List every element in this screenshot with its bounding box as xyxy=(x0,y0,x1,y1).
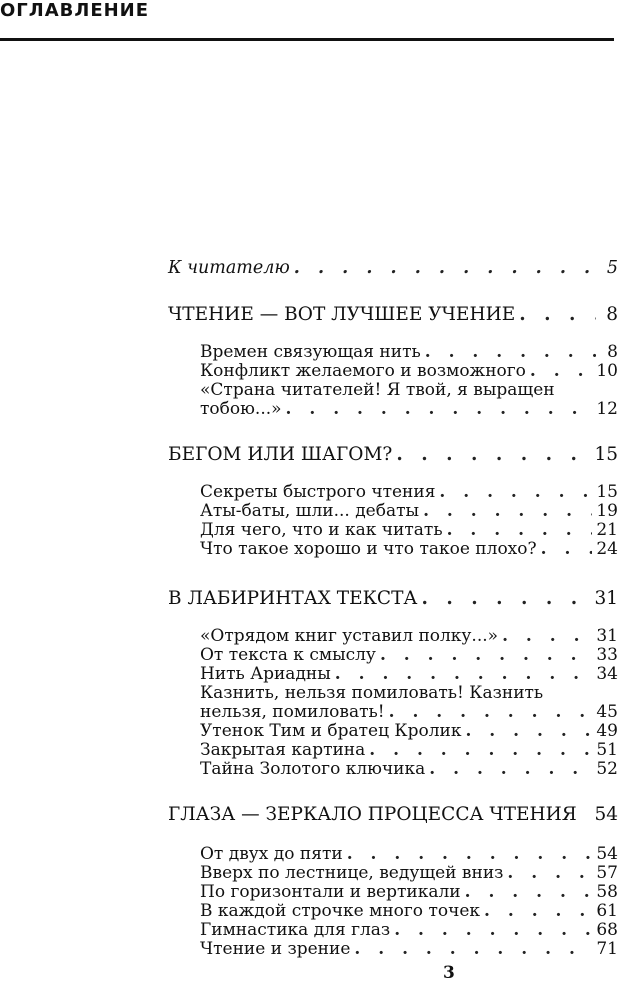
dot-leader xyxy=(502,626,592,646)
toc-page: 8 xyxy=(607,342,618,362)
toc-page: 10 xyxy=(596,361,618,381)
toc-label: К читателю xyxy=(168,258,290,278)
toc-item[interactable] xyxy=(200,482,618,502)
toc-page: 57 xyxy=(596,863,618,883)
toc-item[interactable] xyxy=(200,901,618,921)
toc-item[interactable] xyxy=(200,882,618,902)
toc-label: Для чего, что и как читать xyxy=(200,520,443,540)
dot-leader xyxy=(347,844,593,864)
toc-section-2[interactable] xyxy=(168,444,618,465)
toc-page: 15 xyxy=(596,482,618,502)
toc-label: Секреты быстрого чтения xyxy=(200,482,436,502)
header-rule xyxy=(0,38,614,41)
toc-label: Времен связующая нить xyxy=(200,342,421,362)
toc-page: 24 xyxy=(596,539,618,559)
toc-item[interactable] xyxy=(200,539,618,559)
toc-label: Конфликт желаемого и возможного xyxy=(200,361,526,381)
toc-page: 54 xyxy=(596,844,618,864)
toc-item-label-line1[interactable]: Казнить, нельзя помиловать! Казнить xyxy=(200,683,544,703)
dot-leader xyxy=(369,740,592,760)
section-page: 31 xyxy=(594,588,618,609)
toc-page: 61 xyxy=(596,901,618,921)
toc-item[interactable] xyxy=(200,759,618,779)
dot-leader xyxy=(465,721,592,741)
header-title: ОГЛАВЛЕНИЕ xyxy=(0,0,150,21)
toc-page: 68 xyxy=(596,920,618,940)
dot-leader xyxy=(541,539,593,559)
toc-label: Тайна Золотого ключика xyxy=(200,759,426,779)
dot-leader xyxy=(519,304,596,325)
dot-leader xyxy=(421,588,590,609)
toc-item[interactable] xyxy=(200,920,618,940)
toc-item[interactable] xyxy=(200,844,618,864)
toc-page: 51 xyxy=(596,740,618,760)
toc-label: тобою...» xyxy=(200,399,282,419)
toc-item[interactable] xyxy=(200,342,618,362)
toc-item[interactable] xyxy=(200,664,618,684)
toc-label: Что такое хорошо и что такое плохо? xyxy=(200,539,537,559)
toc-section-4[interactable] xyxy=(168,804,618,825)
toc-page: 21 xyxy=(596,520,618,540)
dot-leader xyxy=(380,645,592,665)
toc-label: По горизонтали и вертикали xyxy=(200,882,461,902)
toc-page: 12 xyxy=(596,399,618,419)
dot-leader xyxy=(429,759,592,779)
toc-label: В каждой строчке много точек xyxy=(200,901,481,921)
dot-leader xyxy=(394,920,592,940)
toc-page: 45 xyxy=(596,702,618,722)
toc-item[interactable] xyxy=(200,501,618,521)
toc-label: От двух до пяти xyxy=(200,844,343,864)
dot-leader xyxy=(507,863,592,883)
toc-page: 49 xyxy=(596,721,618,741)
dot-leader xyxy=(465,882,593,902)
dot-leader xyxy=(286,399,593,419)
toc-item[interactable] xyxy=(200,863,618,883)
toc-section-1[interactable] xyxy=(168,304,618,325)
toc-page: 34 xyxy=(596,664,618,684)
dot-leader xyxy=(530,361,592,381)
toc-label: Гимнастика для глаз xyxy=(200,920,391,940)
page-number: 3 xyxy=(443,963,455,983)
dot-leader xyxy=(423,501,592,521)
section-title: ГЛАЗА — ЗЕРКАЛО ПРОЦЕССА ЧТЕНИЯ xyxy=(168,804,577,825)
dot-leader xyxy=(389,702,593,722)
toc-page: 52 xyxy=(596,759,618,779)
dot-leader xyxy=(447,520,593,540)
toc-page: 5 xyxy=(606,258,618,278)
dot-leader xyxy=(425,342,596,362)
toc-item[interactable] xyxy=(200,520,618,540)
section-title: БЕГОМ ИЛИ ШАГОМ? xyxy=(168,444,393,465)
toc-page: 71 xyxy=(596,939,618,959)
toc-page: 58 xyxy=(596,882,618,902)
toc-label: нельзя, помиловать! xyxy=(200,702,385,722)
toc-item[interactable] xyxy=(200,645,618,665)
toc-item[interactable] xyxy=(200,361,618,381)
toc-section-3[interactable] xyxy=(168,588,618,609)
toc-label: Нить Ариадны xyxy=(200,664,331,684)
toc-page: 33 xyxy=(596,645,618,665)
toc-label: Чтение и зрение xyxy=(200,939,351,959)
section-page: 54 xyxy=(594,804,618,825)
toc-label: «Отрядом книг уставил полку...» xyxy=(200,626,499,646)
dot-leader xyxy=(484,901,592,921)
toc-item[interactable] xyxy=(200,702,618,722)
toc-label: Вверх по лестнице, ведущей вниз xyxy=(200,863,504,883)
toc-item[interactable] xyxy=(200,721,618,741)
dot-leader xyxy=(354,939,592,959)
toc-label: Утенок Тим и братец Кролик xyxy=(200,721,462,741)
toc-page: 19 xyxy=(596,501,618,521)
toc-item[interactable] xyxy=(200,399,618,419)
section-title: В ЛАБИРИНТАХ ТЕКСТА xyxy=(168,588,418,609)
toc-intro[interactable] xyxy=(168,258,618,278)
toc-label: От текста к смыслу xyxy=(200,645,376,665)
section-title: ЧТЕНИЕ — ВОТ ЛУЧШЕЕ УЧЕНИЕ xyxy=(168,304,516,325)
toc-item-label-line1[interactable]: «Страна читателей! Я твой, я выращен xyxy=(200,380,555,400)
toc-page: 31 xyxy=(596,626,618,646)
toc-label: Аты-баты, шли... дебаты xyxy=(200,501,420,521)
toc-item[interactable] xyxy=(200,740,618,760)
section-page: 15 xyxy=(594,444,618,465)
dot-leader xyxy=(335,664,593,684)
dot-leader xyxy=(396,444,590,465)
toc-item[interactable] xyxy=(200,939,618,959)
section-page: 8 xyxy=(606,304,618,325)
toc-label: Закрытая картина xyxy=(200,740,366,760)
toc-item[interactable] xyxy=(200,626,618,646)
dot-leader xyxy=(294,258,596,278)
dot-leader xyxy=(439,482,592,502)
